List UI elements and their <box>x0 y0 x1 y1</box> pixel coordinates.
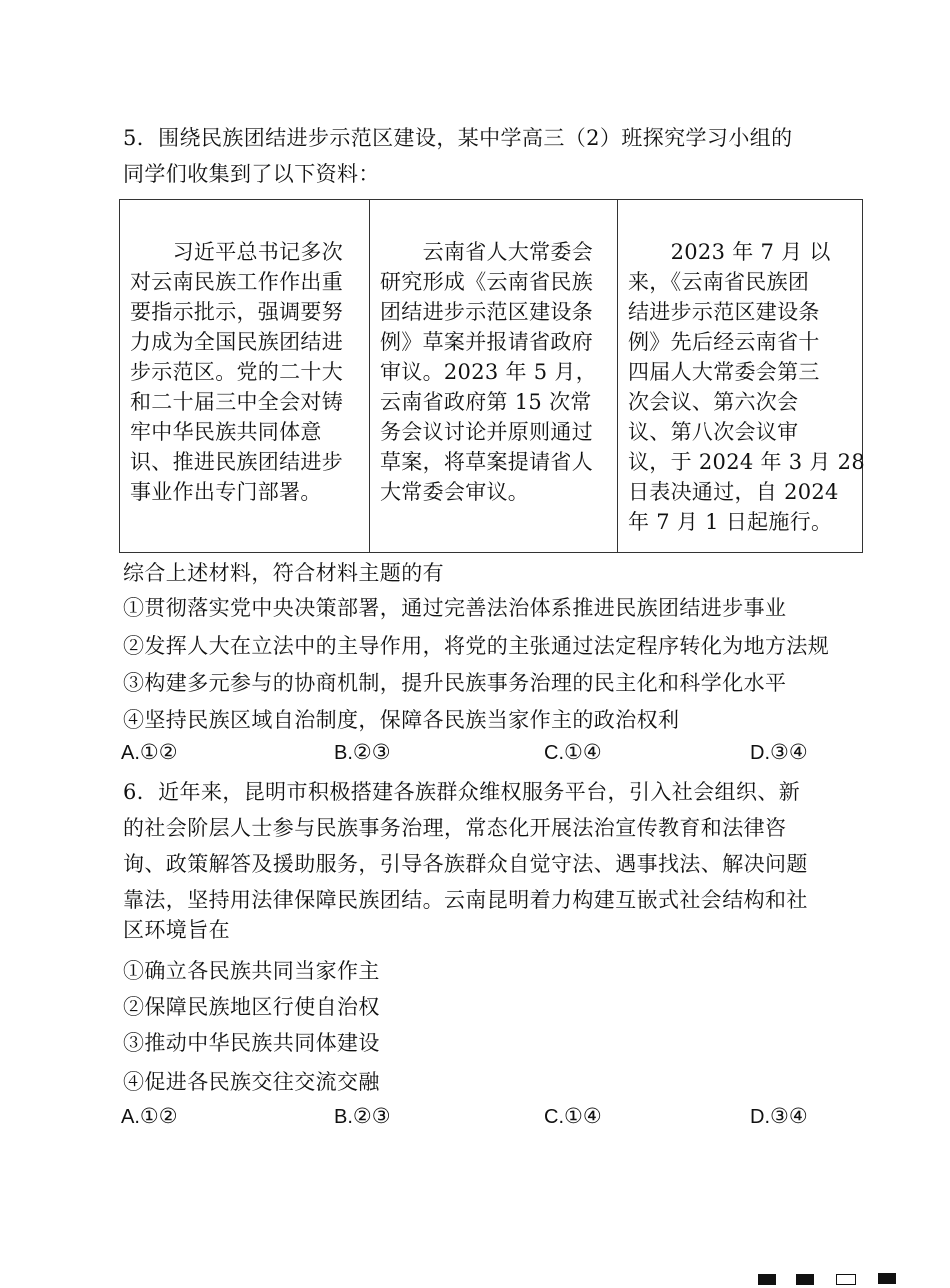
option-value: ①④ <box>564 1104 602 1128</box>
q6-item-3: ③推动中华民族共同体建设 <box>123 1031 380 1055</box>
q5-item-1: ①贯彻落实党中央决策部署，通过完善法治体系推进民族团结进步事业 <box>123 596 787 620</box>
filled-square-mark-icon <box>796 1274 814 1285</box>
cell-line: 2023 年 7 月 以 <box>628 240 831 264</box>
option-label: D. <box>750 742 770 764</box>
filled-square-mark-icon <box>758 1274 776 1285</box>
q5-item-3: ③构建多元参与的协商机制，提升民族事务治理的民主化和科学化水平 <box>123 671 787 695</box>
q5-prompt: 综合上述材料，符合材料主题的有 <box>123 561 444 585</box>
cell-line: 议、第八次会议审 <box>628 420 799 444</box>
cell-line: 来，《云南省民族团 <box>628 270 810 294</box>
cell-line: 识、推进民族团结进步 <box>130 450 343 474</box>
cell-line: 力成为全国民族团结进 <box>130 330 343 354</box>
material-cell-3 <box>617 200 866 552</box>
q5-item-2: ②发挥人大在立法中的主导作用，将党的主张通过法定程序转化为地方法规 <box>123 634 830 658</box>
q6-stem-line-5: 区环境旨在 <box>123 918 230 942</box>
q6-item-2: ②保障民族地区行使自治权 <box>123 995 380 1019</box>
q6-option-b[interactable] <box>334 1104 391 1129</box>
cell-line: 大常委会审议。 <box>380 480 530 504</box>
q6-option-c[interactable] <box>544 1104 602 1129</box>
option-label: D. <box>750 1106 770 1128</box>
cell-line: 务会议讨论并原则通过 <box>380 420 593 444</box>
cell-line: 和二十届三中全会对铸 <box>130 390 343 414</box>
option-value: ②③ <box>352 1104 391 1128</box>
q6-stem-line-3: 询、政策解答及援助服务，引导各族群众自觉守法、遇事找法、解决问题 <box>123 852 808 876</box>
q5-stem-line-1: 5．围绕民族团结进步示范区建设，某中学高三（2）班探究学习小组的 <box>123 126 793 150</box>
q5-option-a[interactable] <box>121 740 178 765</box>
q6-stem-line-4: 靠法，坚持用法律保障民族团结。云南昆明着力构建互嵌式社会结构和社 <box>123 888 808 912</box>
option-value: ③④ <box>770 1104 808 1128</box>
filled-square-mark-icon <box>878 1273 896 1284</box>
cell-line: 例》草案并报请省政府 <box>380 330 593 354</box>
cell-line: 草案，将草案提请省人 <box>380 450 593 474</box>
q6-stem-line-2: 的社会阶层人士参与民族事务治理，常态化开展法治宣传教育和法律咨 <box>123 816 787 840</box>
cell-line: 研究形成《云南省民族 <box>380 270 593 294</box>
material-cell-1 <box>120 200 369 552</box>
q5-option-c[interactable] <box>544 740 602 765</box>
cell-line: 习近平总书记多次 <box>130 240 343 264</box>
cell-line: 云南省人大常委会 <box>380 240 593 264</box>
cell-line: 要指示批示，强调要努 <box>130 300 343 324</box>
cell-line: 对云南民族工作作出重 <box>130 270 343 294</box>
q6-option-a[interactable] <box>121 1104 178 1129</box>
cell-line: 议，于 2024 年 3 月 28 <box>628 450 866 474</box>
option-value: ①④ <box>564 740 602 764</box>
q5-option-d[interactable] <box>750 740 808 765</box>
cell-line: 例》先后经云南省十 <box>628 330 820 354</box>
q5-stem-line-2: 同学们收集到了以下资料： <box>123 162 380 186</box>
option-value: ③④ <box>770 740 808 764</box>
option-value: ②③ <box>352 740 391 764</box>
option-label: C. <box>544 1106 564 1128</box>
hollow-square-mark-icon <box>836 1274 856 1285</box>
q6-item-1: ①确立各民族共同当家作主 <box>123 959 380 983</box>
option-label: B. <box>334 742 353 764</box>
cell-line: 日表决通过，自 2024 <box>628 480 839 504</box>
option-label: A. <box>121 742 140 764</box>
q6-item-4: ④促进各民族交往交流交融 <box>123 1070 380 1094</box>
material-table <box>119 199 866 553</box>
cell-line: 四届人大常委会第三 <box>628 360 820 384</box>
cell-line: 次会议、第六次会 <box>628 390 799 414</box>
q5-item-4: ④坚持民族区域自治制度，保障各民族当家作主的政治权利 <box>123 708 680 732</box>
option-label: B. <box>334 1106 353 1128</box>
q5-option-b[interactable] <box>334 740 391 765</box>
cell-line: 牢中华民族共同体意 <box>130 420 322 444</box>
cell-line: 团结进步示范区建设条 <box>380 300 593 324</box>
cell-line: 审议。2023 年 5 月， <box>380 360 598 384</box>
cell-line: 年 7 月 1 日起施行。 <box>628 510 833 534</box>
cell-line: 步示范区。党的二十大 <box>130 360 343 384</box>
cell-line: 云南省政府第 15 次常 <box>380 390 592 414</box>
q6-option-d[interactable] <box>750 1104 808 1129</box>
option-label: C. <box>544 742 564 764</box>
material-cell-2 <box>369 200 617 552</box>
cell-line: 事业作出专门部署。 <box>130 480 322 504</box>
option-label: A. <box>121 1106 140 1128</box>
option-value: ①② <box>139 1104 178 1128</box>
cell-line: 结进步示范区建设条 <box>628 300 820 324</box>
option-value: ①② <box>139 740 178 764</box>
q6-stem-line-1: 6．近年来，昆明市积极搭建各族群众维权服务平台，引入社会组织、新 <box>123 780 801 804</box>
